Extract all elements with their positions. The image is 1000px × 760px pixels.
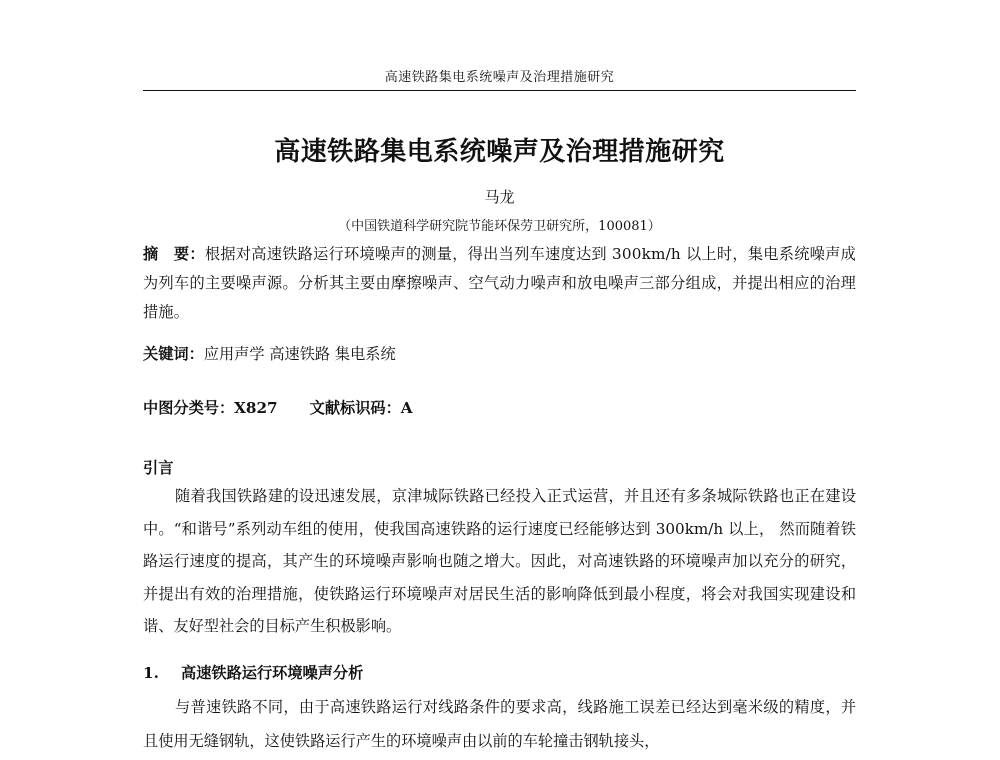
clc-label: 中图分类号： xyxy=(143,399,235,417)
keywords xyxy=(143,341,856,367)
keywords-text: 应用声学 高速铁路 集电系统 xyxy=(203,345,396,363)
paper-title: 高速铁路集电系统噪声及治理措施研究 xyxy=(274,137,725,167)
doc-code-label: 文献标识码： xyxy=(309,399,401,417)
intro-paragraph: 随着我国铁路建的设迅速发展，京津城际铁路已经投入正式运营，并且还有多条城际铁路也正在建设中。“和谐号”系列动车组的使用，使我国高速铁路的运行速度已经能够达到 300km/h 以上， 然而随着铁路运行速度的提高，其产生的环境噪声影响也随之增大。因此，对高速铁路的环境噪声加以充分的研究，并提出有效的治理措施，使铁路运行环境噪声对居民生活的影响降低到最小程度，将会对我国实现建设和谐、友好型社会的目标产生积极影响。 xyxy=(143,487,856,635)
classification-line xyxy=(143,395,856,421)
abstract-label: 摘 要： xyxy=(143,245,205,263)
intro-heading: 引言 xyxy=(143,459,174,477)
clc-value: X827 xyxy=(234,399,278,417)
author: 马龙 xyxy=(484,188,515,206)
header-rule xyxy=(143,90,856,91)
doc-code-value: A xyxy=(400,399,413,417)
abstract-text: 根据对高速铁路运行环境噪声的测量，得出当列车速度达到 300km/h 以上时，集电系统噪声成为列车的主要噪声源。分析其主要由摩擦噪声、空气动力噪声和放电噪声三部分组成，并提出相应的治理措施。 xyxy=(143,245,856,321)
abstract xyxy=(143,240,856,327)
section-1-number: 1. xyxy=(143,664,159,682)
keywords-label: 关键词： xyxy=(143,345,204,363)
section-1-paragraph: 与普速铁路不同，由于高速铁路运行对线路条件的要求高，线路施工误差已经达到毫米级的精度，并且使用无缝钢轨，这使铁路运行产生的环境噪声由以前的车轮撞击钢轨接头， xyxy=(143,698,856,750)
running-header: 高速铁路集电系统噪声及治理措施研究 xyxy=(384,70,615,85)
section-1-title: 高速铁路运行环境噪声分析 xyxy=(181,664,364,682)
section-1-heading xyxy=(143,660,363,686)
affiliation: （中国铁道科学研究院节能环保劳卫研究所，100081） xyxy=(338,219,661,234)
